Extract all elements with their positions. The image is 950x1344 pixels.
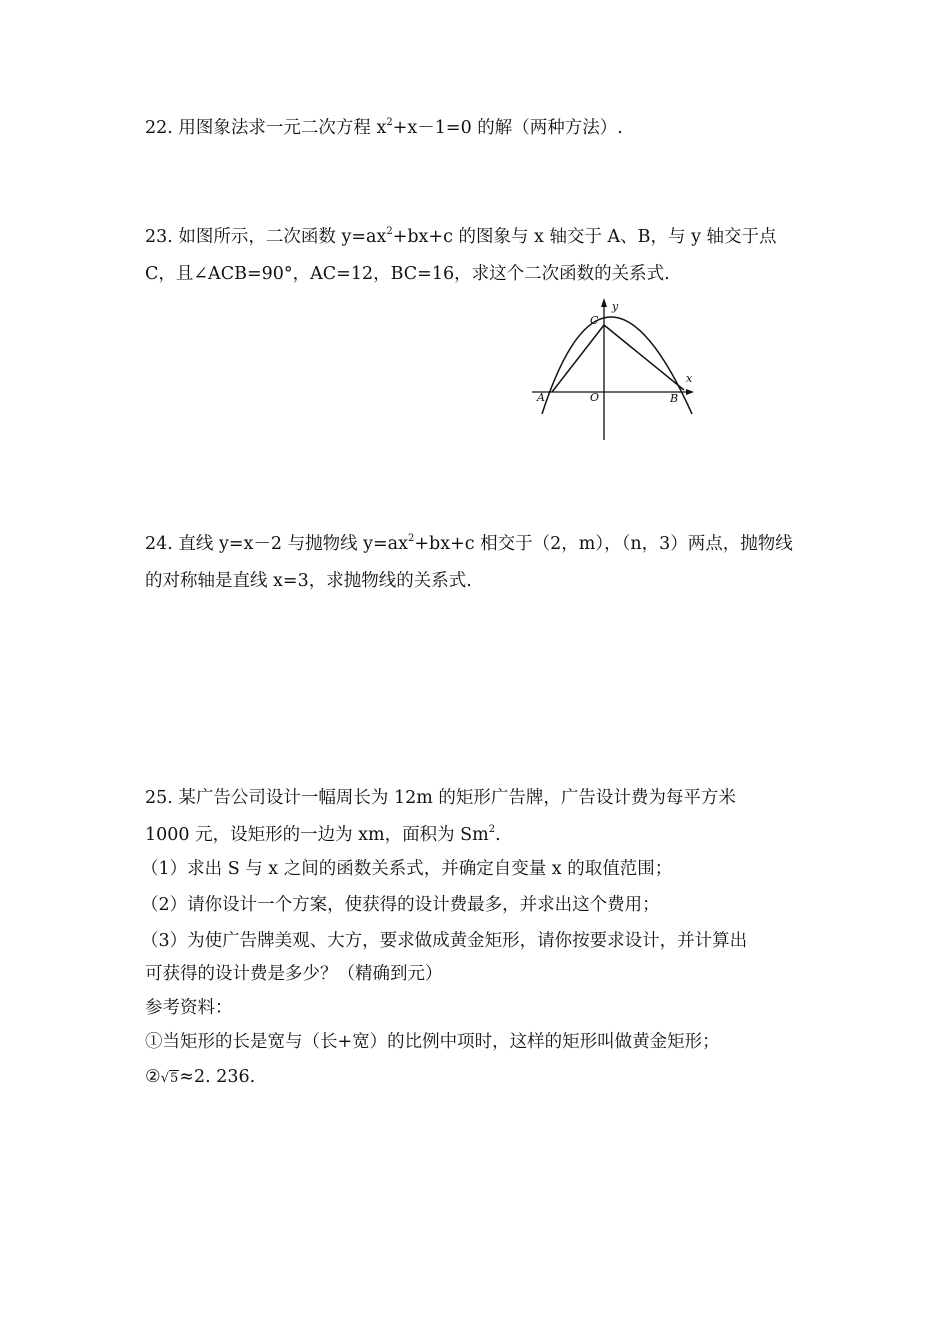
label-y: y [612, 300, 619, 313]
reference-title: 参考资料： [145, 998, 233, 1018]
q25-line-2: 1000 元，设矩形的一边为 xm，面积为 Sm$^2$. [145, 824, 501, 845]
q24-line-1: 24. 直线 y=x－2 与抛物线 $y=ax^2+bx+c$ 相交于（2，m），（n，3）两点，抛物线 [145, 533, 793, 554]
y-axis-arrow [601, 298, 607, 307]
q24-line-2: 的对称轴是直线 x=3，求抛物线的关系式. [145, 571, 472, 591]
label-c: C [590, 314, 599, 327]
sqrt-five: √5 [160, 1071, 179, 1086]
reference-2: ②√5≈2. 236. [145, 1065, 255, 1091]
q23-line-1: 23. 如图所示，二次函数 $y=ax^2+bx+c$ 的图象与 x 轴交于 A、B，与 y 轴交于点 [145, 226, 777, 247]
label-x: x [686, 372, 693, 385]
q22-line: 22. 用图象法求一元二次方程 $x^2+x-1=0$ 的解（两种方法）. [145, 117, 623, 138]
label-o: O [590, 391, 600, 404]
reference-1: ①当矩形的长是宽与（长+宽）的比例中项时，这样的矩形叫做黄金矩形； [145, 1032, 720, 1052]
label-a: A [537, 391, 545, 404]
q25-part-2: （2）请你设计一个方案，使获得的设计费最多，并求出这个费用； [141, 895, 660, 915]
label-b: B [670, 392, 679, 405]
q23-line-2: C，且∠ACB=90°，AC=12，BC=16，求这个二次函数的关系式. [145, 264, 670, 284]
q25-part-1: （1）求出 S 与 x 之间的函数关系式，并确定自变量 x 的取值范围； [141, 859, 673, 879]
q25-part-3-cont: 可获得的设计费是多少？（精确到元） [145, 964, 443, 984]
q25-line-1: 25. 某广告公司设计一幅周长为 12m 的矩形广告牌，广告设计费为每平方米 [145, 788, 736, 808]
x-axis-arrow [686, 389, 694, 395]
parabola-figure [532, 296, 702, 444]
q25-part-3: （3）为使广告牌美观、大方，要求做成黄金矩形，请你按要求设计，并计算出 [141, 931, 748, 951]
segment-ac [552, 325, 604, 392]
